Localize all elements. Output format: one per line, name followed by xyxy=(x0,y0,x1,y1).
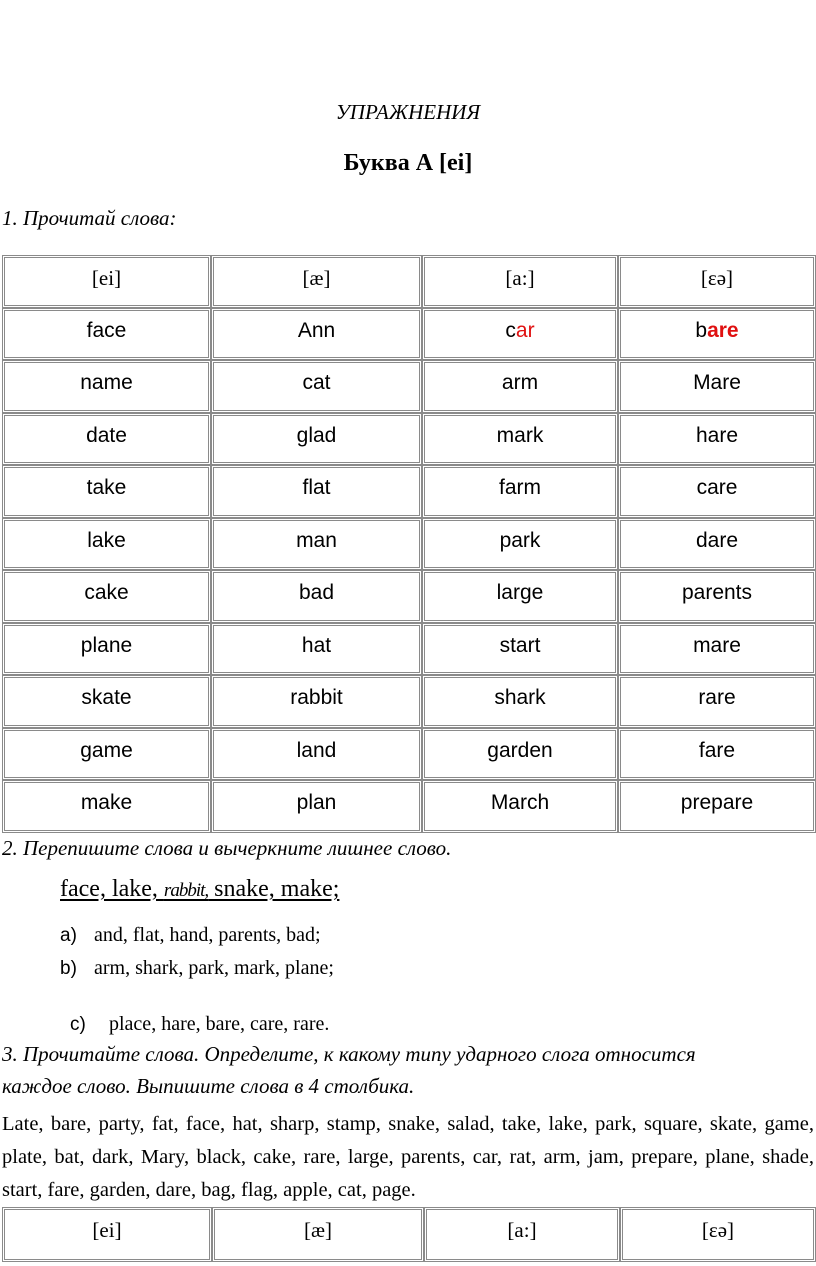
table-cell: shark xyxy=(422,675,618,728)
task3-paragraph: Late, bare, party, fat, face, hat, sharp, stamp, snake, salad, take, lake, park, square, skate, game, plate, bat, dark, Mary, black, cake, rare, large, parents, car, rat, arm, jam, prepare, plane, shade, start, fare, garden, dare, bag, flag, apple, cat, page. xyxy=(2,1113,814,1201)
table-cell: lake xyxy=(2,518,211,571)
table-cell: rabbit xyxy=(211,675,422,728)
task3-title-line2: каждое слово. Выпишите слова в 4 столбика. xyxy=(2,1074,415,1098)
example-part1: face, lake, xyxy=(60,876,164,902)
table-row xyxy=(2,413,816,466)
header-ea: [εə] xyxy=(618,255,816,308)
table-cell: Ann xyxy=(211,308,422,361)
table-cell: mark xyxy=(422,413,618,466)
table-cell: March xyxy=(422,780,618,833)
item-text: arm, shark, park, mark, plane; xyxy=(94,957,334,979)
table-cell: garden xyxy=(422,728,618,781)
table-cell-car xyxy=(422,308,618,361)
task1-title: 1. Прочитай слова: xyxy=(2,206,177,230)
table-row xyxy=(2,675,816,728)
table-cell: glad xyxy=(211,413,422,466)
table-row xyxy=(2,308,816,361)
item-text: place, hare, bare, care, rare. xyxy=(104,1013,330,1035)
table-cell: farm xyxy=(422,465,618,518)
table-row xyxy=(2,728,816,781)
task2-item-c xyxy=(60,990,329,1036)
table-cell: large xyxy=(422,570,618,623)
table-cell: start xyxy=(422,623,618,676)
task2-example xyxy=(60,876,339,903)
header-a-long: [a:] xyxy=(424,1207,620,1262)
header-ea: [εə] xyxy=(620,1207,816,1262)
table-cell: cake xyxy=(2,570,211,623)
item-text: and, flat, hand, parents, bad; xyxy=(94,924,321,946)
table-cell: land xyxy=(211,728,422,781)
header-ei: [ei] xyxy=(2,1207,212,1262)
task3-title-line1: 3. Прочитайте слова. Определите, к какому типу ударного слога относится xyxy=(2,1042,696,1066)
task2-item-b xyxy=(60,957,334,980)
table-cell: face xyxy=(2,308,211,361)
table-row xyxy=(2,360,816,413)
item-marker: a) xyxy=(60,925,77,946)
table-row xyxy=(2,570,816,623)
table-cell: game xyxy=(2,728,211,781)
table-cell: parents xyxy=(618,570,816,623)
table-cell: prepare xyxy=(618,780,816,833)
table-cell: Mare xyxy=(618,360,816,413)
car-highlight: ar xyxy=(515,318,535,342)
table-cell: date xyxy=(2,413,211,466)
table-header-row xyxy=(2,255,816,308)
table-header-row xyxy=(2,1207,816,1262)
table-cell: make xyxy=(2,780,211,833)
header-ae: [æ] xyxy=(212,1207,424,1262)
header-ei: [ei] xyxy=(2,255,211,308)
table-cell: dare xyxy=(618,518,816,571)
table-row xyxy=(2,780,816,833)
table-row xyxy=(2,623,816,676)
table-cell: mare xyxy=(618,623,816,676)
table-cell: plane xyxy=(2,623,211,676)
task2-item-a xyxy=(60,924,321,947)
table-cell: man xyxy=(211,518,422,571)
table-cell-bare xyxy=(618,308,816,361)
table-cell: park xyxy=(422,518,618,571)
table-cell: hare xyxy=(618,413,816,466)
bare-highlight: are xyxy=(707,318,739,342)
task3-table xyxy=(2,1207,816,1262)
table-cell: cat xyxy=(211,360,422,413)
header-a-long: [a:] xyxy=(422,255,618,308)
item-marker: c) xyxy=(70,1014,86,1035)
bare-prefix: b xyxy=(695,318,708,342)
table-cell: fare xyxy=(618,728,816,781)
task1-table xyxy=(2,255,816,833)
table-cell: plan xyxy=(211,780,422,833)
table-cell: arm xyxy=(422,360,618,413)
table-cell: hat xyxy=(211,623,422,676)
table-row xyxy=(2,465,816,518)
page-title: Буква А [ei] xyxy=(343,150,473,176)
table-cell: skate xyxy=(2,675,211,728)
table-cell: bad xyxy=(211,570,422,623)
task2-title: 2. Перепишите слова и вычеркните лишнее слово. xyxy=(2,836,452,860)
item-marker: b) xyxy=(60,958,77,979)
table-cell: flat xyxy=(211,465,422,518)
example-part2: snake, make; xyxy=(208,876,340,902)
example-italic: rabbit, xyxy=(163,880,209,901)
table-cell: rare xyxy=(618,675,816,728)
car-prefix: c xyxy=(505,318,516,342)
exercises-heading: УПРАЖНЕНИЯ xyxy=(335,100,481,124)
table-cell: care xyxy=(618,465,816,518)
table-cell: take xyxy=(2,465,211,518)
table-row xyxy=(2,518,816,571)
header-ae: [æ] xyxy=(211,255,422,308)
table-cell: name xyxy=(2,360,211,413)
